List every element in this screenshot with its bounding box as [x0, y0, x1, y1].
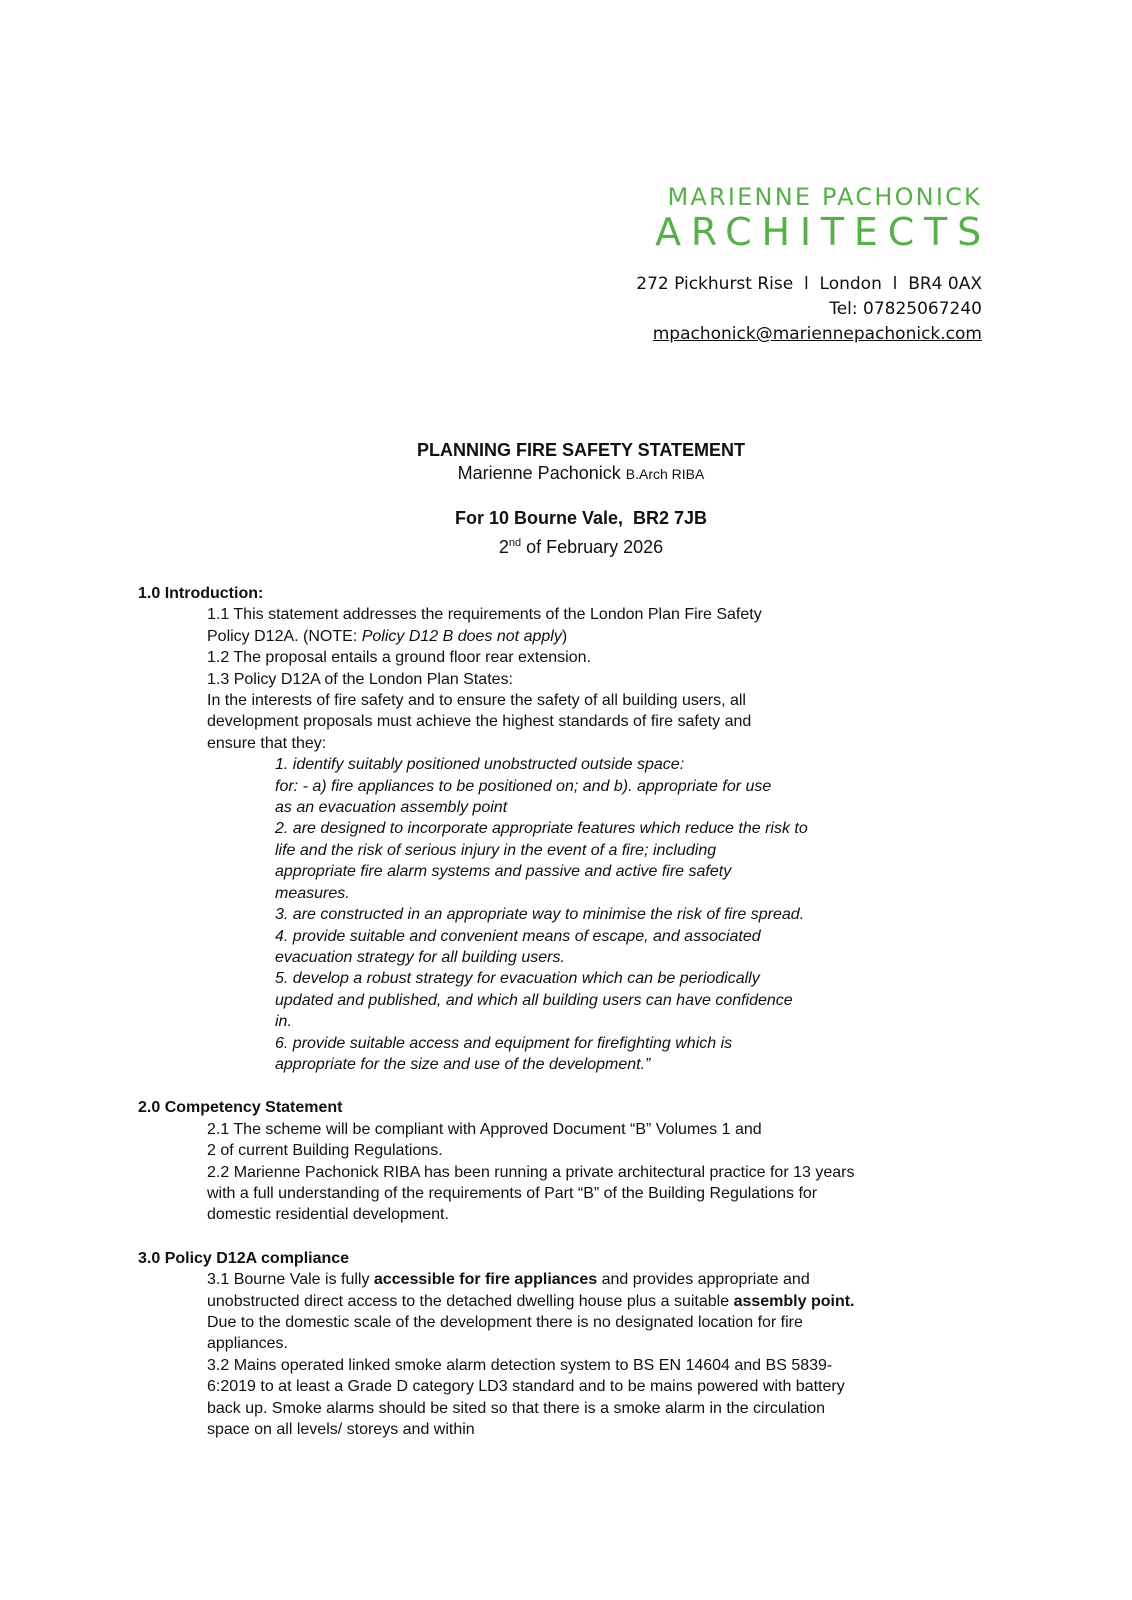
quote-line: 1. identify suitably positioned unobstructed outside space: [275, 756, 685, 774]
document-body [138, 583, 998, 1440]
title-block [0, 438, 1132, 559]
quote-line: 4. provide suitable and convenient means of escape, and associated [275, 927, 761, 945]
italic-note: Policy D12 B does not apply [361, 627, 562, 645]
paragraph: appliances. [207, 1335, 288, 1353]
quote-line: 5. develop a robust strategy for evacuation which can be periodically [275, 970, 760, 988]
bold-run: assembly point. [733, 1292, 855, 1310]
quote-line: 3. are constructed in an appropriate way to minimise the risk of fire spread. [275, 906, 805, 924]
quote-line: measures. [275, 884, 350, 902]
quote-line: as an evacuation assembly point [275, 799, 508, 817]
quote-line: life and the risk of serious injury in the event of a fire; including [275, 841, 717, 859]
company-logo [655, 183, 991, 254]
quote-line: appropriate for the size and use of the development.” [275, 1055, 651, 1073]
paragraph: 1.3 Policy D12A of the London Plan States: [207, 670, 513, 688]
competency-content [207, 1119, 998, 1226]
author-line [30, 462, 1132, 485]
paragraph: Due to the domestic scale of the development there is no designated location for fire [207, 1314, 803, 1331]
paragraph: back up. Smoke alarms should be sited so that there is a smoke alarm in the circulation [207, 1399, 826, 1417]
quote-line: updated and published, and which all building users can have confidence [275, 991, 793, 1009]
policy-quote [275, 754, 998, 1075]
text-run: unobstructed direct access to the detached dwelling house plus a suitable [207, 1292, 734, 1310]
paragraph: 2.2 Marienne Pachonick RIBA has been running a private architectural practice for 13 years [207, 1163, 855, 1181]
paragraph: domestic residential development. [207, 1206, 449, 1224]
paragraph: space on all levels/ storeys and within [207, 1421, 475, 1439]
text-run: 3.1 Bourne Vale is fully [207, 1271, 374, 1289]
logo-line-1: MARIENNE PACHONICK [667, 183, 982, 211]
quote-line: 6. provide suitable access and equipment for firefighting which is [275, 1034, 733, 1052]
text-run: and provides appropriate and [597, 1271, 810, 1289]
paragraph: 2.1 The scheme will be compliant with Approved Document “B” Volumes 1 and [207, 1120, 762, 1138]
text-run: Policy D12A. (NOTE: [207, 627, 362, 645]
quote-line: appropriate fire alarm systems and passive and active fire safety [275, 863, 732, 881]
date-suffix: nd [508, 537, 522, 549]
paragraph: with a full understanding of the requirements of Part “B” of the Building Regulations for [207, 1184, 818, 1202]
quote-line: in. [275, 1013, 292, 1031]
paragraph: 3.2 Mains operated linked smoke alarm detection system to BS EN 14604 and BS 5839- [207, 1356, 833, 1374]
section-heading-compliance: 3.0 Policy D12A compliance [138, 1249, 350, 1267]
author-qualifications: B.Arch RIBA [625, 466, 705, 482]
paragraph [207, 1269, 998, 1290]
bold-run: accessible for fire appliances [373, 1271, 598, 1289]
date-month-year: of February 2026 [521, 537, 664, 557]
site-address: For 10 Bourne Vale, BR2 7JB [454, 508, 708, 528]
author-name: Marienne Pachonick [457, 463, 621, 483]
contact-block [636, 272, 982, 347]
logo-line-2: ARCHITECTS [655, 210, 991, 254]
paragraph: 2 of current Building Regulations. [207, 1142, 443, 1160]
document-title: PLANNING FIRE SAFETY STATEMENT [416, 440, 745, 460]
introduction-content [207, 604, 998, 754]
email-link[interactable]: mpachonick@mariennepachonick.com [652, 324, 982, 344]
compliance-content [207, 1269, 998, 1440]
date-day: 2 [498, 537, 509, 557]
quote-line: 2. are designed to incorporate appropriate features which reduce the risk to [275, 820, 808, 838]
document-date [30, 531, 1132, 559]
paragraph: ensure that they: [207, 734, 327, 752]
postal-address: 272 Pickhurst Rise l London l BR4 0AX [636, 274, 982, 294]
paragraph [207, 626, 998, 647]
quote-line: for: - a) fire appliances to be positioned on; and b). appropriate for use [275, 777, 772, 795]
paragraph: In the interests of fire safety and to ensure the safety of all building users, all [207, 692, 746, 710]
paragraph: 1.1 This statement addresses the requirements of the London Plan Fire Safety [207, 606, 762, 624]
text-run: ) [561, 627, 568, 645]
telephone: Tel: 07825067240 [829, 299, 982, 319]
paragraph [207, 1291, 998, 1312]
quote-line: evacuation strategy for all building users. [275, 948, 565, 966]
section-heading-introduction: 1.0 Introduction: [138, 585, 264, 602]
section-heading-competency: 2.0 Competency Statement [138, 1099, 343, 1117]
paragraph: 6:2019 to at least a Grade D category LD3 standard and to be mains powered with battery [207, 1378, 845, 1396]
paragraph: 1.2 The proposal entails a ground floor rear extension. [207, 649, 591, 667]
paragraph: development proposals must achieve the highest standards of fire safety and [207, 713, 752, 731]
